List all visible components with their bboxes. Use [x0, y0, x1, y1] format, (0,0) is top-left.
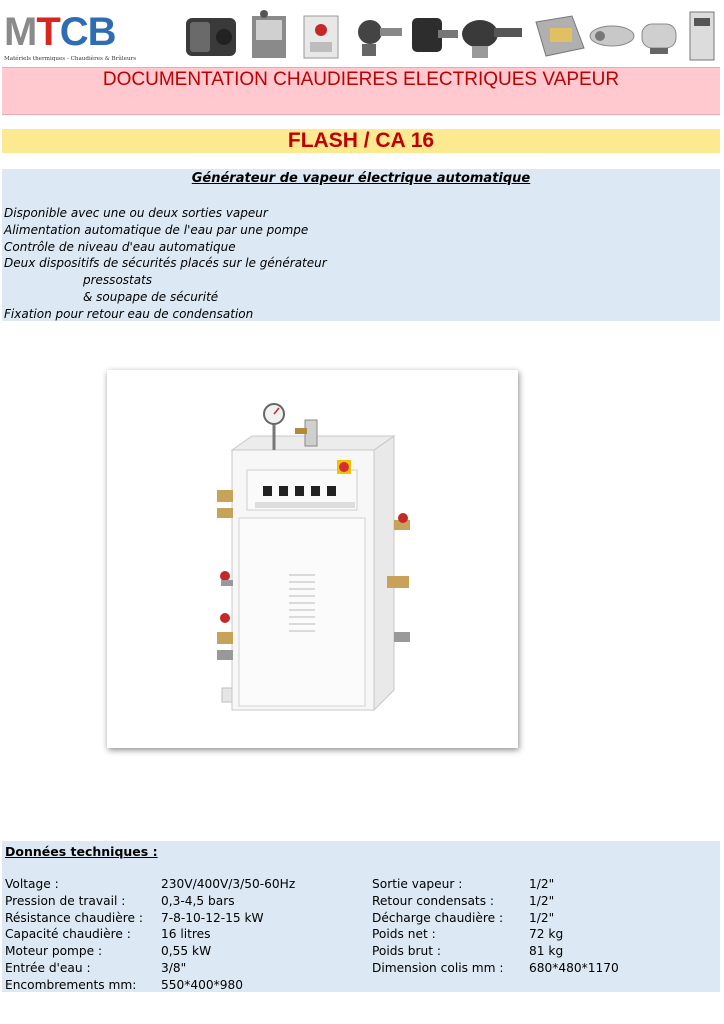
burner-icon	[358, 20, 402, 56]
right-spec-values	[529, 876, 619, 977]
spec-value: 0,55 kW	[161, 944, 212, 959]
right-spec-labels	[372, 876, 504, 977]
spec-label: Dimension colis mm :	[372, 960, 504, 975]
logo-letters: MTCB	[4, 10, 116, 54]
spec-label: Moteur pompe :	[5, 944, 103, 959]
spec-label: Poids brut :	[372, 944, 441, 959]
steam-generator-icon	[252, 10, 286, 58]
technical-data-heading: Données techniques :	[5, 844, 158, 859]
spec-label: Décharge chaudière :	[372, 910, 504, 925]
spec-label: Résistance chaudière :	[5, 910, 144, 925]
product-photo-frame	[107, 370, 518, 748]
pump-icon	[590, 26, 634, 46]
spec-value: 72 kg	[529, 927, 564, 942]
spec-label: Encombrements mm:	[5, 977, 137, 992]
spec-label: Sortie vapeur :	[372, 877, 463, 891]
feature-list	[4, 205, 327, 323]
spec-value: 1/2"	[529, 893, 555, 908]
spec-value: 680*480*1170	[529, 960, 619, 975]
description-section	[2, 169, 720, 321]
spec-label: Capacité chaudière :	[5, 927, 131, 942]
product-thumbnails	[180, 8, 720, 64]
description-subtitle: Générateur de vapeur électrique automatique	[191, 171, 531, 186]
spec-value: 0,3-4,5 bars	[161, 893, 235, 908]
feature-item: Fixation pour retour eau de condensation	[4, 306, 254, 321]
spec-value: 7-8-10-12-15 kW	[161, 910, 264, 925]
spec-label: Retour condensats :	[372, 893, 495, 908]
spec-value: 16 litres	[161, 927, 211, 942]
cabinet-heater-icon	[690, 12, 714, 60]
burner-motor-icon	[412, 18, 458, 52]
model-title: FLASH / CA 16	[2, 129, 720, 153]
technical-data-section	[2, 841, 720, 992]
boiler-unit-icon	[186, 18, 236, 56]
oil-burner-icon	[462, 20, 522, 58]
feature-item: Deux dispositifs de sécurités placés sur le générateur	[4, 256, 327, 271]
spec-label: Voltage :	[5, 877, 59, 891]
feature-item: Contrôle de niveau d'eau automatique	[4, 239, 236, 254]
document-title: DOCUMENTATION CHAUDIERES ELECTRIQUES VAPEUR	[102, 69, 620, 90]
feature-subitem: & soupape de sécurité	[83, 289, 219, 304]
feature-item: Disponible avec une ou deux sorties vapeur	[4, 206, 268, 220]
brand-logo	[4, 12, 144, 68]
spec-value: 1/2"	[529, 910, 555, 925]
spec-label: Entrée d'eau :	[5, 960, 91, 975]
steam-generator-photo	[107, 370, 518, 748]
compressor-icon	[642, 24, 676, 54]
left-spec-labels	[5, 876, 143, 994]
document-title-band	[2, 67, 720, 115]
heat-exchanger-icon	[536, 16, 584, 56]
feature-subitem: pressostats	[83, 273, 153, 288]
water-heater-icon	[304, 16, 338, 58]
spec-value: 81 kg	[529, 944, 564, 959]
spec-label: Poids net :	[372, 927, 436, 942]
spec-label: Pression de travail :	[5, 893, 126, 908]
spec-value: 3/8"	[161, 960, 187, 975]
logo-tagline: Matériels thermiques - Chaudières & Brûleurs	[4, 56, 137, 62]
spec-value: 1/2"	[529, 877, 555, 891]
spec-value: 550*400*980	[161, 977, 243, 992]
spec-value: 230V/400V/3/50-60Hz	[161, 877, 296, 891]
feature-item: Alimentation automatique de l'eau par une pompe	[4, 222, 309, 237]
left-spec-values	[161, 876, 295, 994]
